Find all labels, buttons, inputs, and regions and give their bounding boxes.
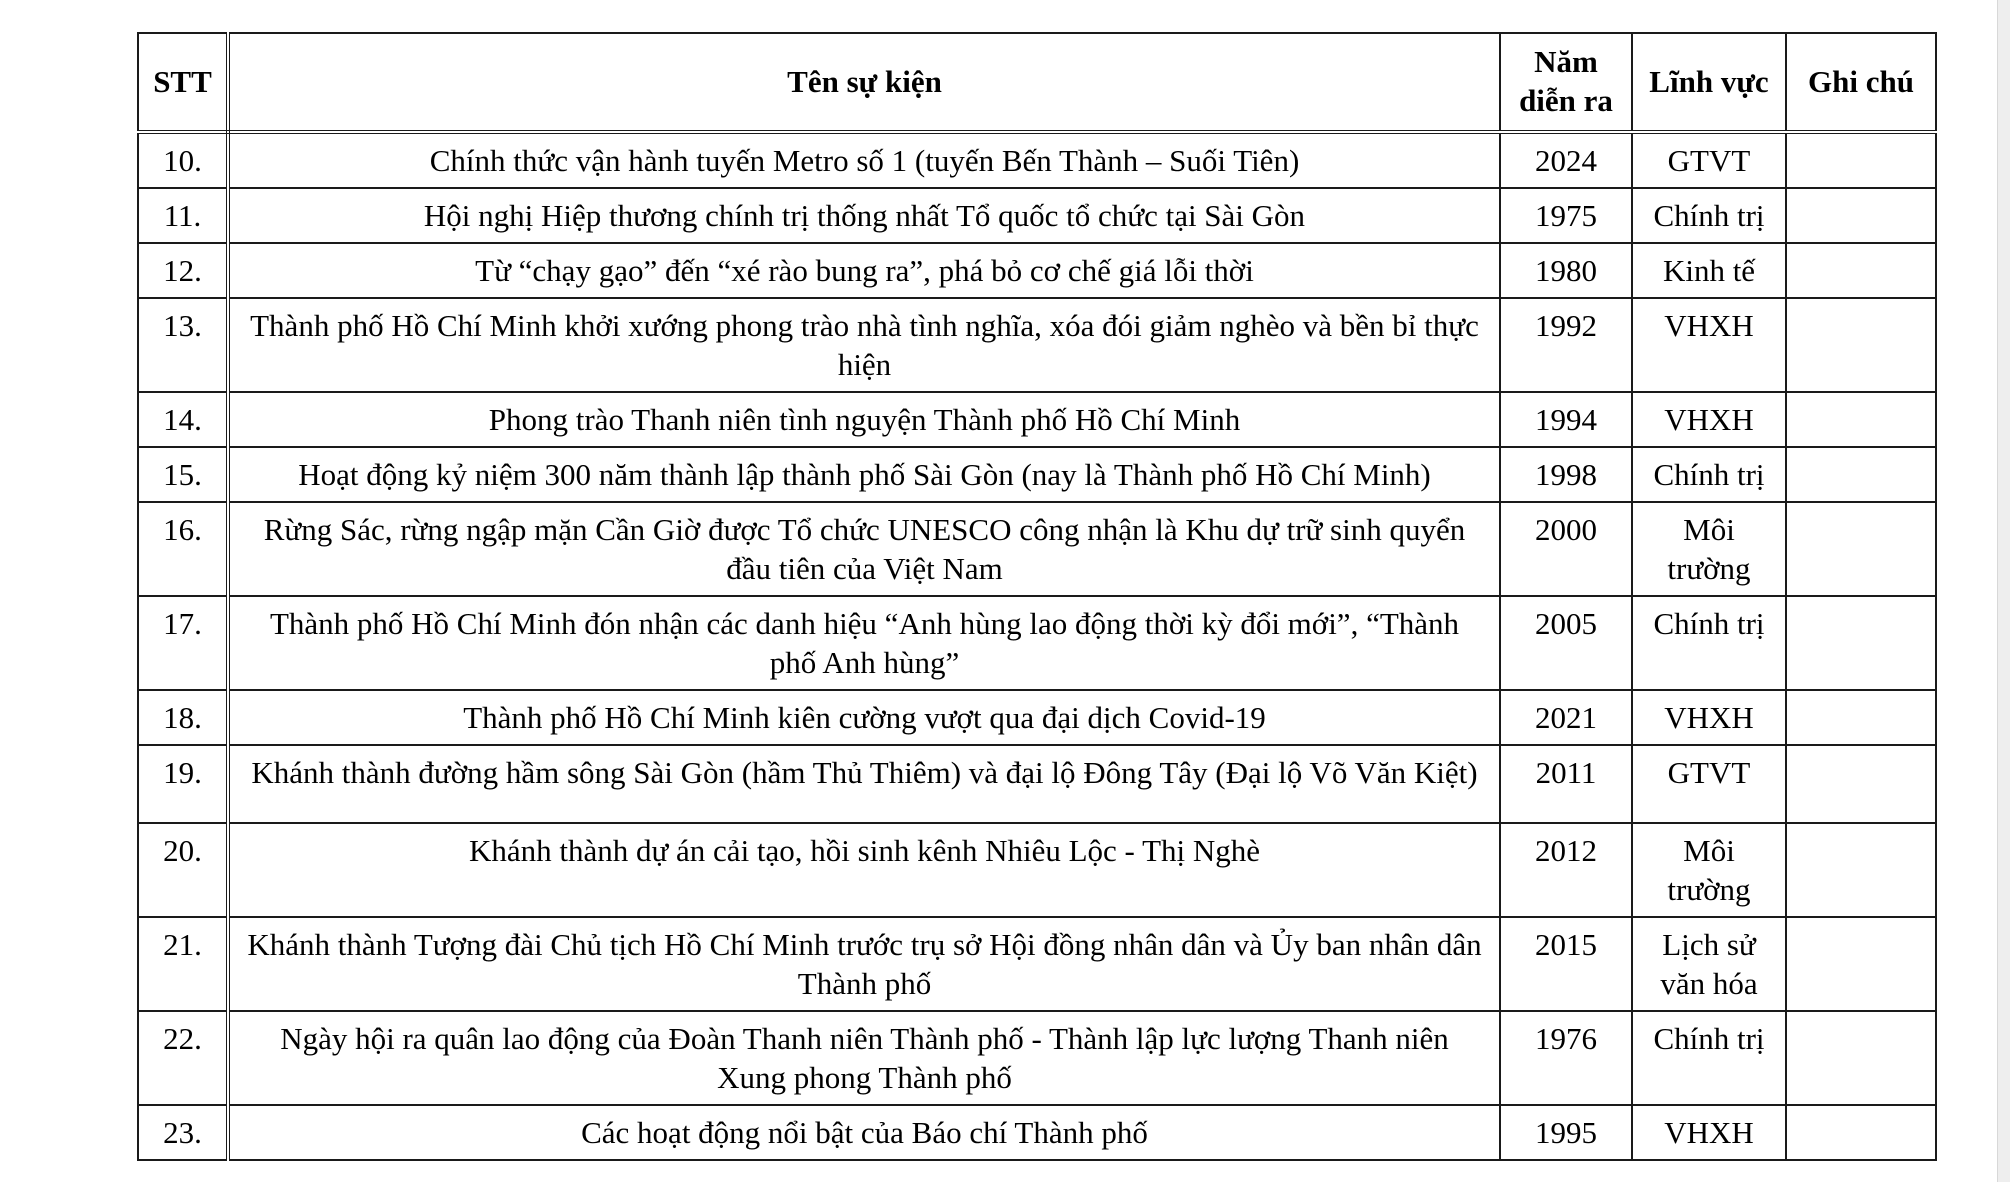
row-field: GTVT <box>1632 132 1786 188</box>
row-field: GTVT <box>1632 745 1786 823</box>
row-note <box>1786 188 1936 243</box>
row-note <box>1786 298 1936 392</box>
row-year: 1995 <box>1500 1105 1632 1160</box>
row-event: Khánh thành đường hầm sông Sài Gòn (hầm Thủ Thiêm) và đại lộ Đông Tây (Đại lộ Võ Văn Kiệt) <box>228 745 1500 823</box>
row-stt: 21. <box>138 917 228 1011</box>
row-event: Thành phố Hồ Chí Minh khởi xướng phong trào nhà tình nghĩa, xóa đói giảm nghèo và bền bỉ thực hiện <box>228 298 1500 392</box>
table-row <box>138 298 1936 392</box>
row-field: Chính trị <box>1632 596 1786 690</box>
table-row <box>138 243 1936 298</box>
row-year: 2012 <box>1500 823 1632 917</box>
row-year: 2000 <box>1500 502 1632 596</box>
table-row <box>138 690 1936 745</box>
row-event: Khánh thành Tượng đài Chủ tịch Hồ Chí Minh trước trụ sở Hội đồng nhân dân và Ủy ban nhân dân Thành phố <box>228 917 1500 1011</box>
row-field: Lịch sử văn hóa <box>1632 917 1786 1011</box>
row-stt: 22. <box>138 1011 228 1105</box>
row-stt: 15. <box>138 447 228 502</box>
row-event: Các hoạt động nổi bật của Báo chí Thành phố <box>228 1105 1500 1160</box>
page-gutter <box>1997 0 2010 1182</box>
row-stt: 10. <box>138 132 228 188</box>
row-event: Thành phố Hồ Chí Minh đón nhận các danh hiệu “Anh hùng lao động thời kỳ đổi mới”, “Thành phố Anh hùng” <box>228 596 1500 690</box>
events-table <box>137 32 1937 1161</box>
row-year: 2015 <box>1500 917 1632 1011</box>
row-stt: 18. <box>138 690 228 745</box>
row-event: Hội nghị Hiệp thương chính trị thống nhất Tổ quốc tổ chức tại Sài Gòn <box>228 188 1500 243</box>
row-year: 1975 <box>1500 188 1632 243</box>
header-event-name: Tên sự kiện <box>228 33 1500 132</box>
table-row <box>138 392 1936 447</box>
row-stt: 12. <box>138 243 228 298</box>
row-note <box>1786 447 1936 502</box>
row-note <box>1786 132 1936 188</box>
row-note <box>1786 392 1936 447</box>
row-field: Môi trường <box>1632 823 1786 917</box>
row-year: 2005 <box>1500 596 1632 690</box>
row-year: 1980 <box>1500 243 1632 298</box>
row-note <box>1786 1011 1936 1105</box>
row-stt: 17. <box>138 596 228 690</box>
row-field: Môi trường <box>1632 502 1786 596</box>
row-stt: 11. <box>138 188 228 243</box>
row-year: 2024 <box>1500 132 1632 188</box>
row-note <box>1786 690 1936 745</box>
header-stt: STT <box>138 33 228 132</box>
table-row <box>138 132 1936 188</box>
row-event: Ngày hội ra quân lao động của Đoàn Thanh niên Thành phố - Thành lập lực lượng Thanh niên Xung phong Thành phố <box>228 1011 1500 1105</box>
row-event: Phong trào Thanh niên tình nguyện Thành phố Hồ Chí Minh <box>228 392 1500 447</box>
row-event: Chính thức vận hành tuyến Metro số 1 (tuyến Bến Thành – Suối Tiên) <box>228 132 1500 188</box>
row-field: VHXH <box>1632 1105 1786 1160</box>
row-note <box>1786 823 1936 917</box>
row-note <box>1786 243 1936 298</box>
table-row <box>138 447 1936 502</box>
row-stt: 20. <box>138 823 228 917</box>
row-year: 1992 <box>1500 298 1632 392</box>
row-event: Hoạt động kỷ niệm 300 năm thành lập thành phố Sài Gòn (nay là Thành phố Hồ Chí Minh) <box>228 447 1500 502</box>
row-field: Kinh tế <box>1632 243 1786 298</box>
row-event: Rừng Sác, rừng ngập mặn Cần Giờ được Tổ chức UNESCO công nhận là Khu dự trữ sinh quyển đầu tiên của Việt Nam <box>228 502 1500 596</box>
table-row <box>138 596 1936 690</box>
row-note <box>1786 502 1936 596</box>
table-row <box>138 917 1936 1011</box>
row-event: Khánh thành dự án cải tạo, hồi sinh kênh Nhiêu Lộc - Thị Nghè <box>228 823 1500 917</box>
header-note: Ghi chú <box>1786 33 1936 132</box>
row-field: VHXH <box>1632 690 1786 745</box>
row-year: 1998 <box>1500 447 1632 502</box>
row-note <box>1786 596 1936 690</box>
header-field: Lĩnh vực <box>1632 33 1786 132</box>
row-year: 2021 <box>1500 690 1632 745</box>
row-note <box>1786 917 1936 1011</box>
row-stt: 19. <box>138 745 228 823</box>
row-event: Từ “chạy gạo” đến “xé rào bung ra”, phá bỏ cơ chế giá lỗi thời <box>228 243 1500 298</box>
table-row <box>138 502 1936 596</box>
row-year: 1994 <box>1500 392 1632 447</box>
table-row <box>138 1105 1936 1160</box>
row-stt: 14. <box>138 392 228 447</box>
header-year: Năm diễn ra <box>1500 33 1632 132</box>
row-stt: 16. <box>138 502 228 596</box>
row-note <box>1786 745 1936 823</box>
row-field: VHXH <box>1632 392 1786 447</box>
row-note <box>1786 1105 1936 1160</box>
row-stt: 13. <box>138 298 228 392</box>
table-row <box>138 745 1936 823</box>
table-row <box>138 1011 1936 1105</box>
row-field: Chính trị <box>1632 447 1786 502</box>
row-stt: 23. <box>138 1105 228 1160</box>
row-field: VHXH <box>1632 298 1786 392</box>
table-row <box>138 823 1936 917</box>
row-year: 1976 <box>1500 1011 1632 1105</box>
row-event: Thành phố Hồ Chí Minh kiên cường vượt qua đại dịch Covid-19 <box>228 690 1500 745</box>
row-year: 2011 <box>1500 745 1632 823</box>
table-row <box>138 188 1936 243</box>
row-field: Chính trị <box>1632 1011 1786 1105</box>
row-field: Chính trị <box>1632 188 1786 243</box>
table-header-row <box>138 33 1936 132</box>
